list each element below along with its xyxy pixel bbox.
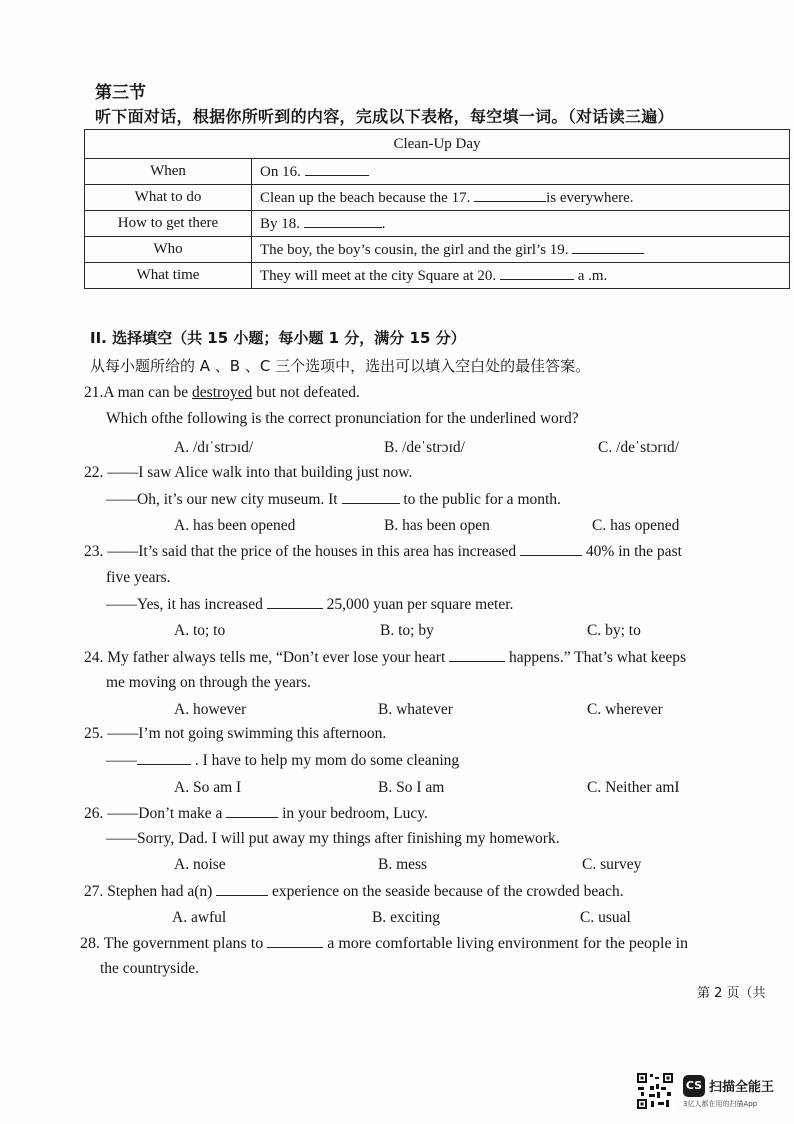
question-28: 28. The government plans to a more comfortable living environment for the people in bbox=[80, 935, 689, 952]
table-row bbox=[85, 159, 790, 185]
question-23-reply: ——Yes, it has increased 25,000 yuan per square meter. bbox=[106, 596, 514, 613]
answer-blank[interactable] bbox=[342, 490, 400, 504]
question-23: 23. ——It’s said that the price of the houses in this area has increased 40% in the past bbox=[84, 543, 682, 560]
answer-blank[interactable] bbox=[267, 934, 323, 948]
option-b[interactable]: B. exciting bbox=[372, 909, 441, 926]
answer-blank[interactable] bbox=[572, 240, 644, 254]
answer-blank[interactable] bbox=[500, 266, 574, 280]
table-row bbox=[85, 211, 790, 237]
row-label: Who bbox=[85, 237, 252, 263]
option-c[interactable]: C. has opened bbox=[592, 517, 680, 534]
question-26: 26. ——Don’t make a in your bedroom, Lucy. bbox=[84, 805, 428, 822]
row-label: What to do bbox=[85, 185, 252, 211]
section-ii-title: II. 选择填空（共 15 小题；每小题 1 分，满分 15 分） bbox=[90, 329, 466, 347]
answer-blank[interactable] bbox=[305, 162, 369, 176]
option-b[interactable]: B. /deˈstrɔɪd/ bbox=[384, 439, 465, 456]
question-24-cont: me moving on through the years. bbox=[106, 674, 311, 691]
question-21: 21.A man can be destroyed but not defeated. bbox=[84, 384, 360, 401]
table-title: Clean-Up Day bbox=[85, 130, 790, 159]
question-22: 22. ——I saw Alice walk into that building just now. bbox=[84, 464, 413, 481]
option-c[interactable]: C. wherever bbox=[587, 701, 663, 718]
underlined-word: destroyed bbox=[192, 384, 253, 401]
row-label: What time bbox=[85, 263, 252, 289]
option-c[interactable]: C. /deˈstɔrɪd/ bbox=[598, 439, 679, 456]
question-27: 27. Stephen had a(n) experience on the seaside because of the crowded beach. bbox=[84, 883, 624, 900]
camscanner-name: 扫描全能王 bbox=[709, 1080, 775, 1095]
option-b[interactable]: B. has been open bbox=[384, 517, 490, 534]
clean-up-day-table bbox=[84, 129, 790, 289]
answer-blank[interactable] bbox=[137, 751, 191, 765]
qr-code-icon bbox=[636, 1072, 674, 1110]
option-a[interactable]: A. noise bbox=[174, 856, 226, 873]
question-24: 24. My father always tells me, “Don’t ever lose your heart happens.” That’s what keeps bbox=[84, 649, 687, 666]
row-value: They will meet at the city Square at 20. a .m. bbox=[252, 263, 790, 289]
section-ii-instruction: 从每小题所给的 A 、B 、C 三个选项中，选出可以填入空白处的最佳答案。 bbox=[90, 357, 591, 375]
answer-blank[interactable] bbox=[267, 595, 323, 609]
question-22-reply: ——Oh, it’s our new city museum. It to the public for a month. bbox=[106, 491, 561, 508]
question-25: 25. ——I’m not going swimming this afternoon. bbox=[84, 725, 387, 742]
option-a[interactable]: A. awful bbox=[172, 909, 227, 926]
camscanner-tagline: 3亿人都在用的扫描App bbox=[683, 1100, 758, 1108]
option-a[interactable]: A. to; to bbox=[174, 622, 226, 639]
table-row bbox=[85, 263, 790, 289]
option-b[interactable]: B. mess bbox=[378, 856, 428, 873]
answer-blank[interactable] bbox=[449, 648, 505, 662]
page-number: 第 2 页（共 bbox=[697, 986, 766, 1001]
row-value: The boy, the boy’s cousin, the girl and the girl’s 19. bbox=[252, 237, 790, 263]
option-a[interactable]: A. has been opened bbox=[174, 517, 296, 534]
option-a[interactable]: A. however bbox=[174, 701, 247, 718]
option-b[interactable]: B. to; by bbox=[380, 622, 434, 639]
option-c[interactable]: C. survey bbox=[582, 856, 642, 873]
camscanner-logo: CS bbox=[683, 1075, 705, 1097]
table-row bbox=[85, 185, 790, 211]
option-a[interactable]: A. /dɪˈstrɔɪd/ bbox=[174, 439, 254, 456]
answer-blank[interactable] bbox=[474, 188, 546, 202]
question-26-reply: ——Sorry, Dad. I will put away my things after finishing my homework. bbox=[106, 830, 560, 847]
section-instruction: 听下面对话，根据你所听到的内容，完成以下表格，每空填一词。（对话读三遍） bbox=[95, 107, 674, 126]
option-b[interactable]: B. whatever bbox=[378, 701, 453, 718]
row-value: By 18. . bbox=[252, 211, 790, 237]
option-a[interactable]: A. So am I bbox=[174, 779, 242, 796]
row-value: Clean up the beach because the 17. is everywhere. bbox=[252, 185, 790, 211]
option-b[interactable]: B. So I am bbox=[378, 779, 445, 796]
option-c[interactable]: C. Neither amI bbox=[587, 779, 680, 796]
row-label: When bbox=[85, 159, 252, 185]
option-c[interactable]: C. by; to bbox=[587, 622, 641, 639]
answer-blank[interactable] bbox=[216, 882, 268, 896]
question-21-prompt: Which ofthe following is the correct pronunciation for the underlined word? bbox=[106, 410, 579, 427]
question-23-cont: five years. bbox=[106, 569, 171, 586]
answer-blank[interactable] bbox=[520, 542, 582, 556]
question-25-reply: —— . I have to help my mom do some cleaning bbox=[106, 752, 460, 769]
row-label: How to get there bbox=[85, 211, 252, 237]
answer-blank[interactable] bbox=[304, 214, 382, 228]
row-value: On 16. bbox=[252, 159, 790, 185]
table-row bbox=[85, 237, 790, 263]
question-28-cont: the countryside. bbox=[100, 960, 200, 977]
option-c[interactable]: C. usual bbox=[580, 909, 631, 926]
section-title: 第三节 bbox=[95, 83, 146, 103]
answer-blank[interactable] bbox=[226, 804, 278, 818]
